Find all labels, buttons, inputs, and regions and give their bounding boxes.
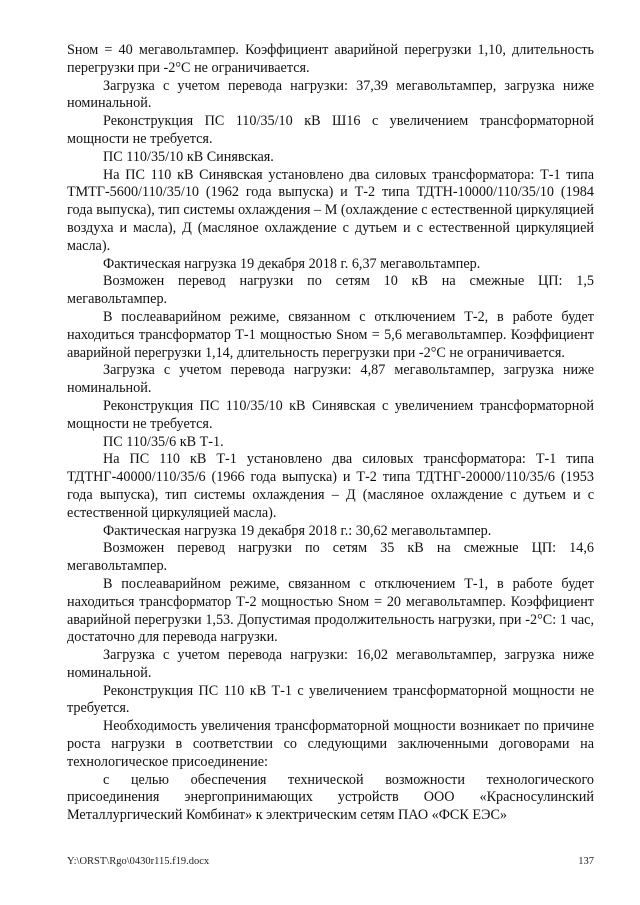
paragraph: На ПС 110 кВ Синявская установлено два силовых трансформатора: Т-1 типа ТМТГ-5600/110/35/10 (1962 года выпуска) и Т-2 типа ТДТН-10000/110/35/10 (1984 года выпуска), тип системы охлаждения – М (охлаждение с естественной циркуляцией воздуха и масла), Д (масляное охлаждение с дутьем и с естественной циркуляцией масла). [67, 166, 594, 254]
paragraph: В послеаварийном режиме, связанном с отключением Т-2, в работе будет находиться трансформатор Т-1 мощностью Sном = 5,6 мегавольтампер. Коэффициент аварийной перегрузки 1,14, длительность перегрузки при -2°С не ограничивается. [67, 308, 594, 361]
paragraph: Sном = 40 мегавольтампер. Коэффициент аварийной перегрузки 1,10, длительность перегрузки при -2°С не ограничивается. [67, 42, 594, 76]
paragraph: Реконструкция ПС 110/35/10 кВ Ш16 с увеличением трансформаторной мощности не требуется. [67, 113, 594, 147]
paragraph: Фактическая нагрузка 19 декабря 2018 г. 6,37 мегавольтампер. [103, 255, 481, 272]
section-heading: ПС 110/35/6 кВ Т-1. [103, 433, 224, 450]
section-heading: ПС 110/35/10 кВ Синявская. [103, 148, 274, 165]
document-body [67, 42, 594, 825]
paragraph: Необходимость увеличения трансформаторной мощности возникает по причине роста нагрузки в соответствии со следующими заключенными договорами на технологическое присоединение: [67, 718, 594, 770]
paragraph: Возможен перевод нагрузки по сетям 35 кВ на смежные ЦП: 14,6 мегавольтампер. [67, 540, 594, 575]
paragraph: В послеаварийном режиме, связанном с отключением Т-1, в работе будет находиться трансформатор Т-2 мощностью Sном = 20 мегавольтампер. Коэффициент аварийной перегрузки 1,53. Допустимая продолжительность нагрузки, при -2°С: 1 час, достаточно для перевода нагрузки. [67, 575, 594, 646]
paragraph: Реконструкция ПС 110 кВ Т-1 с увеличением трансформаторной мощности не требуется. [67, 682, 594, 717]
paragraph: Загрузка с учетом перевода нагрузки: 37,39 мегавольтампер, загрузка ниже номинальной. [67, 77, 594, 112]
paragraph: Загрузка с учетом перевода нагрузки: 4,87 мегавольтампер, загрузка ниже номинальной. [67, 362, 594, 397]
paragraph: На ПС 110 кВ Т-1 установлено два силовых трансформатора: Т-1 типа ТДТНГ-40000/110/35/6 (1966 года выпуска) и Т-2 типа ТДТНГ-20000/110/35/6 (1953 года выпуска), тип системы охлаждения – Д (масляное охлаждение с дутьем и с естественной циркуляцией масла). [67, 451, 594, 521]
paragraph: Фактическая нагрузка 19 декабря 2018 г.: 30,62 мегавольтампер. [103, 522, 492, 539]
paragraph: Возможен перевод нагрузки по сетям 10 кВ на смежные ЦП: 1,5 мегавольтампер. [67, 273, 594, 308]
paragraph: Реконструкция ПС 110/35/10 кВ Синявская с увеличением трансформаторной мощности не требуется. [67, 397, 594, 432]
paragraph: Загрузка с учетом перевода нагрузки: 16,02 мегавольтампер, загрузка ниже номинальной. [67, 647, 594, 681]
paragraph: с целью обеспечения технической возможности технологического присоединения энергопринимающих устройств ООО «Красносулинский Металлургический Комбинат» к электрическим сетям ПАО «ФСК ЕЭС» [67, 771, 594, 824]
page-number: 137 [578, 856, 594, 867]
footer-file-path: Y:\ORST\Rgo\0430r115.f19.docx [67, 856, 210, 867]
